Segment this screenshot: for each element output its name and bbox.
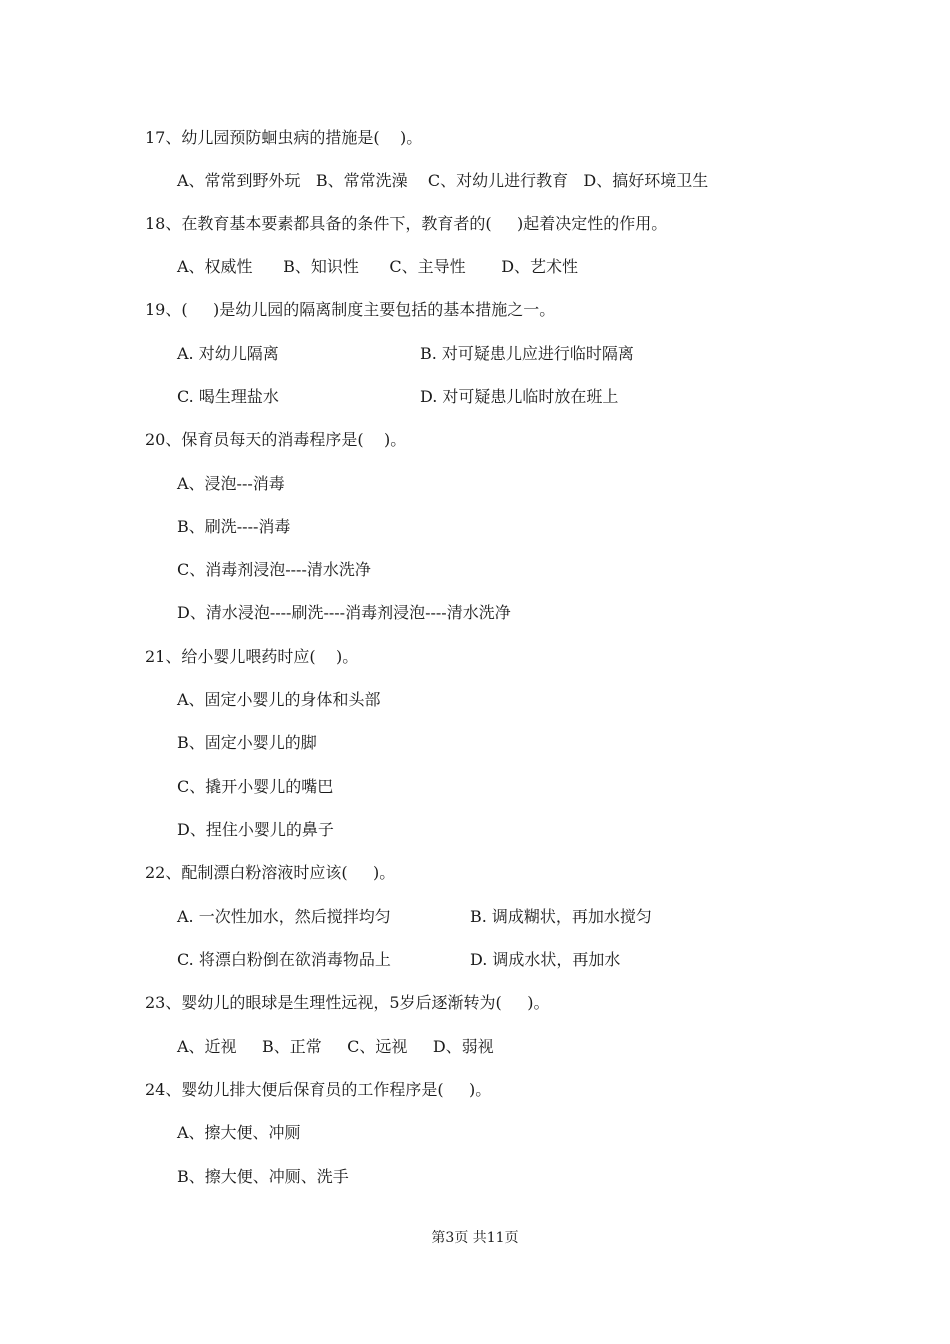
question-21-option-d: D、捏住小婴儿的鼻子 bbox=[177, 820, 334, 839]
question-24-option-a: A、擦大便、冲厕 bbox=[177, 1123, 301, 1142]
question-22-option-c: C. 将漂白粉倒在欲消毒物品上 bbox=[177, 950, 391, 969]
question-18-stem: 18、在教育基本要素都具备的条件下，教育者的( )起着决定性的作用。 bbox=[145, 214, 668, 233]
question-22-option-d: D. 调成水状，再加水 bbox=[470, 950, 621, 969]
question-21-option-b: B、固定小婴儿的脚 bbox=[177, 733, 317, 752]
question-21-option-a: A、固定小婴儿的身体和头部 bbox=[177, 690, 381, 709]
question-20-option-c: C、消毒剂浸泡----清水洗净 bbox=[177, 560, 371, 579]
question-20-stem: 20、保育员每天的消毒程序是( )。 bbox=[145, 430, 407, 449]
question-17-stem: 17、幼儿园预防蛔虫病的措施是( )。 bbox=[145, 128, 423, 147]
question-20-option-a: A、浸泡---消毒 bbox=[177, 474, 285, 493]
question-22-stem: 22、配制漂白粉溶液时应该( )。 bbox=[145, 863, 396, 882]
question-18-options: A、权威性 B、知识性 C、主导性 D、艺术性 bbox=[177, 257, 579, 276]
question-19-stem: 19、( )是幼儿园的隔离制度主要包括的基本措施之一。 bbox=[145, 300, 556, 319]
question-19-option-a: A. 对幼儿隔离 bbox=[177, 344, 279, 363]
question-22-option-b: B. 调成糊状，再加水搅匀 bbox=[470, 907, 652, 926]
question-17-options: A、常常到野外玩 B、常常洗澡 C、对幼儿进行教育 D、搞好环境卫生 bbox=[177, 171, 709, 190]
question-19-option-b: B. 对可疑患儿应进行临时隔离 bbox=[420, 344, 634, 363]
question-19-option-d: D. 对可疑患儿临时放在班上 bbox=[420, 387, 619, 406]
question-22-option-a: A. 一次性加水，然后搅拌均匀 bbox=[177, 907, 391, 926]
question-24-option-b: B、擦大便、冲厕、洗手 bbox=[177, 1167, 349, 1186]
question-23-stem: 23、婴幼儿的眼球是生理性远视，5岁后逐渐转为( )。 bbox=[145, 993, 550, 1012]
question-20-option-b: B、刷洗----消毒 bbox=[177, 517, 291, 536]
question-19-option-c: C. 喝生理盐水 bbox=[177, 387, 279, 406]
page-footer: 第3页 共11页 bbox=[431, 1230, 519, 1246]
question-23-options: A、近视 B、正常 C、远视 D、弱视 bbox=[177, 1037, 494, 1056]
question-24-stem: 24、婴幼儿排大便后保育员的工作程序是( )。 bbox=[145, 1080, 492, 1099]
question-21-stem: 21、给小婴儿喂药时应( )。 bbox=[145, 647, 359, 666]
question-21-option-c: C、撬开小婴儿的嘴巴 bbox=[177, 777, 334, 796]
question-20-option-d: D、清水浸泡----刷洗----消毒剂浸泡----清水洗净 bbox=[177, 603, 511, 622]
